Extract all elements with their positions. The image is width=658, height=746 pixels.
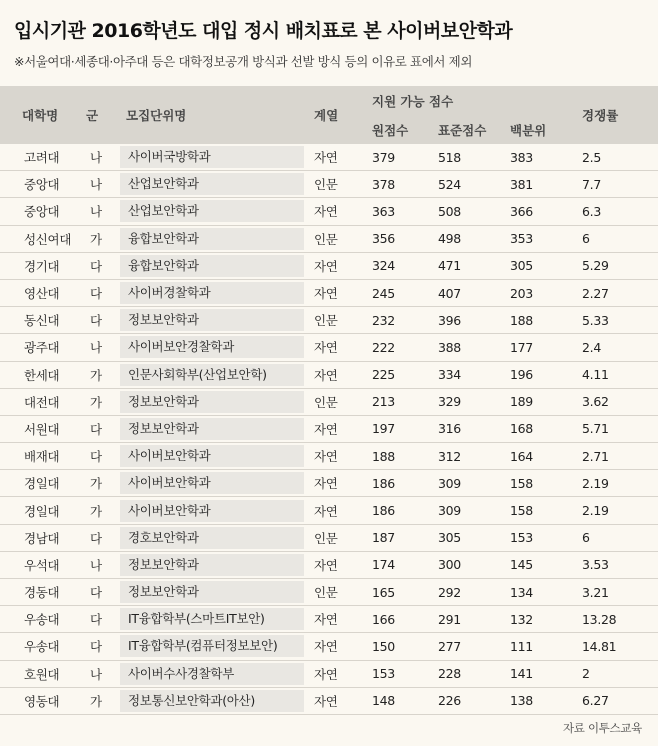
cell-standard: 226 bbox=[438, 687, 510, 714]
cell-competition: 2.71 bbox=[582, 443, 658, 470]
admission-table bbox=[0, 86, 658, 715]
cell-unit: 산업보안학과 bbox=[120, 173, 304, 195]
cell-percentile: 383 bbox=[510, 144, 582, 171]
cell-group: 나 bbox=[80, 551, 114, 578]
cell-raw: 222 bbox=[372, 334, 438, 361]
cell-standard: 471 bbox=[438, 252, 510, 279]
cell-unit: 사이버보안학과 bbox=[120, 500, 304, 522]
cell-group: 나 bbox=[80, 144, 114, 171]
cell-unit-wrap bbox=[114, 171, 310, 198]
cell-university: 경일대 bbox=[0, 470, 80, 497]
table-row bbox=[0, 470, 658, 497]
cell-standard: 508 bbox=[438, 198, 510, 225]
cell-raw: 165 bbox=[372, 579, 438, 606]
cell-competition: 2 bbox=[582, 660, 658, 687]
cell-unit: IT융합학부(스마트IT보안) bbox=[120, 608, 304, 630]
cell-group: 나 bbox=[80, 334, 114, 361]
table-row bbox=[0, 144, 658, 171]
cell-unit: 정보보안학과 bbox=[120, 554, 304, 576]
table-row bbox=[0, 633, 658, 660]
cell-group: 나 bbox=[80, 660, 114, 687]
cell-unit-wrap bbox=[114, 443, 310, 470]
cell-track: 자연 bbox=[310, 144, 372, 171]
cell-standard: 305 bbox=[438, 524, 510, 551]
cell-percentile: 158 bbox=[510, 470, 582, 497]
cell-group: 가 bbox=[80, 687, 114, 714]
cell-unit: 사이버경찰학과 bbox=[120, 282, 304, 304]
cell-track: 자연 bbox=[310, 470, 372, 497]
cell-raw: 363 bbox=[372, 198, 438, 225]
cell-percentile: 132 bbox=[510, 606, 582, 633]
cell-track: 자연 bbox=[310, 660, 372, 687]
cell-percentile: 177 bbox=[510, 334, 582, 361]
cell-unit: 산업보안학과 bbox=[120, 200, 304, 222]
cell-percentile: 134 bbox=[510, 579, 582, 606]
cell-track: 자연 bbox=[310, 198, 372, 225]
cell-standard: 407 bbox=[438, 279, 510, 306]
cell-competition: 2.19 bbox=[582, 470, 658, 497]
cell-university: 경남대 bbox=[0, 524, 80, 551]
cell-unit: 정보통신보안학과(아산) bbox=[120, 690, 304, 712]
header-percentile: 백분위 bbox=[510, 116, 582, 144]
cell-track: 인문 bbox=[310, 388, 372, 415]
cell-track: 자연 bbox=[310, 252, 372, 279]
table-row bbox=[0, 579, 658, 606]
table-row bbox=[0, 171, 658, 198]
cell-unit: 정보보안학과 bbox=[120, 309, 304, 331]
table-row bbox=[0, 361, 658, 388]
cell-unit: 사이버수사경찰학부 bbox=[120, 663, 304, 685]
cell-standard: 309 bbox=[438, 470, 510, 497]
cell-university: 성신여대 bbox=[0, 225, 80, 252]
cell-unit-wrap bbox=[114, 470, 310, 497]
cell-track: 자연 bbox=[310, 606, 372, 633]
cell-raw: 356 bbox=[372, 225, 438, 252]
cell-standard: 334 bbox=[438, 361, 510, 388]
cell-percentile: 138 bbox=[510, 687, 582, 714]
table-row bbox=[0, 687, 658, 714]
cell-competition: 2.5 bbox=[582, 144, 658, 171]
cell-standard: 228 bbox=[438, 660, 510, 687]
cell-track: 자연 bbox=[310, 687, 372, 714]
table-row bbox=[0, 252, 658, 279]
cell-track: 자연 bbox=[310, 633, 372, 660]
cell-standard: 388 bbox=[438, 334, 510, 361]
cell-raw: 225 bbox=[372, 361, 438, 388]
cell-competition: 3.21 bbox=[582, 579, 658, 606]
cell-group: 가 bbox=[80, 497, 114, 524]
cell-group: 가 bbox=[80, 225, 114, 252]
cell-standard: 518 bbox=[438, 144, 510, 171]
cell-standard: 292 bbox=[438, 579, 510, 606]
table-row bbox=[0, 279, 658, 306]
cell-standard: 316 bbox=[438, 415, 510, 442]
cell-university: 영동대 bbox=[0, 687, 80, 714]
header-competition: 경쟁률 bbox=[582, 86, 658, 144]
cell-percentile: 381 bbox=[510, 171, 582, 198]
header-group: 군 bbox=[80, 86, 114, 144]
cell-university: 경동대 bbox=[0, 579, 80, 606]
cell-group: 다 bbox=[80, 307, 114, 334]
cell-raw: 187 bbox=[372, 524, 438, 551]
cell-university: 우송대 bbox=[0, 633, 80, 660]
cell-unit-wrap bbox=[114, 388, 310, 415]
cell-unit-wrap bbox=[114, 551, 310, 578]
cell-percentile: 305 bbox=[510, 252, 582, 279]
cell-raw: 378 bbox=[372, 171, 438, 198]
header-track: 계열 bbox=[310, 86, 372, 144]
page-subtitle: ※서울여대·세종대·아주대 등은 대학정보공개 방식과 선발 방식 등의 이유로 표에서 제외 bbox=[14, 54, 473, 69]
cell-unit-wrap bbox=[114, 633, 310, 660]
table-row bbox=[0, 660, 658, 687]
cell-percentile: 145 bbox=[510, 551, 582, 578]
cell-group: 다 bbox=[80, 252, 114, 279]
header-raw: 원점수 bbox=[372, 116, 438, 144]
table-row bbox=[0, 497, 658, 524]
cell-unit: 사이버국방학과 bbox=[120, 146, 304, 168]
cell-unit-wrap bbox=[114, 687, 310, 714]
cell-competition: 2.4 bbox=[582, 334, 658, 361]
table-row bbox=[0, 415, 658, 442]
cell-group: 가 bbox=[80, 388, 114, 415]
cell-track: 자연 bbox=[310, 361, 372, 388]
cell-group: 다 bbox=[80, 524, 114, 551]
cell-percentile: 196 bbox=[510, 361, 582, 388]
cell-competition: 4.11 bbox=[582, 361, 658, 388]
cell-university: 배재대 bbox=[0, 443, 80, 470]
cell-competition: 5.33 bbox=[582, 307, 658, 334]
cell-track: 자연 bbox=[310, 334, 372, 361]
cell-unit: 사이버보안학과 bbox=[120, 445, 304, 467]
cell-percentile: 141 bbox=[510, 660, 582, 687]
cell-standard: 309 bbox=[438, 497, 510, 524]
cell-percentile: 188 bbox=[510, 307, 582, 334]
cell-competition: 3.53 bbox=[582, 551, 658, 578]
cell-unit: 경호보안학과 bbox=[120, 527, 304, 549]
cell-unit-wrap bbox=[114, 279, 310, 306]
cell-unit: 정보보안학과 bbox=[120, 418, 304, 440]
cell-track: 인문 bbox=[310, 225, 372, 252]
cell-unit-wrap bbox=[114, 252, 310, 279]
cell-raw: 153 bbox=[372, 660, 438, 687]
cell-unit: 융합보안학과 bbox=[120, 228, 304, 250]
cell-university: 광주대 bbox=[0, 334, 80, 361]
cell-standard: 291 bbox=[438, 606, 510, 633]
cell-raw: 174 bbox=[372, 551, 438, 578]
cell-group: 나 bbox=[80, 171, 114, 198]
header-score-group: 지원 가능 점수 bbox=[372, 86, 582, 116]
cell-competition: 13.28 bbox=[582, 606, 658, 633]
cell-group: 나 bbox=[80, 198, 114, 225]
cell-university: 중앙대 bbox=[0, 198, 80, 225]
cell-competition: 7.7 bbox=[582, 171, 658, 198]
cell-group: 다 bbox=[80, 579, 114, 606]
cell-competition: 6 bbox=[582, 524, 658, 551]
cell-competition: 6.27 bbox=[582, 687, 658, 714]
page-title: 입시기관 2016학년도 대입 정시 배치표로 본 사이버보안학과 bbox=[14, 20, 513, 42]
cell-university: 서원대 bbox=[0, 415, 80, 442]
cell-percentile: 158 bbox=[510, 497, 582, 524]
cell-track: 인문 bbox=[310, 579, 372, 606]
cell-percentile: 366 bbox=[510, 198, 582, 225]
cell-unit: 정보보안학과 bbox=[120, 581, 304, 603]
cell-raw: 150 bbox=[372, 633, 438, 660]
cell-university: 경일대 bbox=[0, 497, 80, 524]
cell-unit-wrap bbox=[114, 606, 310, 633]
cell-standard: 524 bbox=[438, 171, 510, 198]
cell-competition: 6.3 bbox=[582, 198, 658, 225]
cell-university: 중앙대 bbox=[0, 171, 80, 198]
cell-university: 대전대 bbox=[0, 388, 80, 415]
source-credit: 자료 이투스교육 bbox=[562, 721, 642, 735]
cell-unit: 정보보안학과 bbox=[120, 391, 304, 413]
table-row bbox=[0, 443, 658, 470]
cell-percentile: 168 bbox=[510, 415, 582, 442]
cell-standard: 277 bbox=[438, 633, 510, 660]
cell-track: 자연 bbox=[310, 443, 372, 470]
cell-group: 다 bbox=[80, 415, 114, 442]
cell-competition: 14.81 bbox=[582, 633, 658, 660]
cell-unit: 인문사회학부(산업보안학) bbox=[120, 364, 304, 386]
cell-unit-wrap bbox=[114, 361, 310, 388]
cell-raw: 232 bbox=[372, 307, 438, 334]
cell-standard: 396 bbox=[438, 307, 510, 334]
cell-track: 자연 bbox=[310, 279, 372, 306]
cell-percentile: 353 bbox=[510, 225, 582, 252]
cell-unit-wrap bbox=[114, 660, 310, 687]
cell-raw: 197 bbox=[372, 415, 438, 442]
cell-percentile: 111 bbox=[510, 633, 582, 660]
cell-raw: 166 bbox=[372, 606, 438, 633]
cell-track: 자연 bbox=[310, 551, 372, 578]
cell-competition: 5.29 bbox=[582, 252, 658, 279]
table-row bbox=[0, 198, 658, 225]
cell-unit-wrap bbox=[114, 579, 310, 606]
cell-track: 인문 bbox=[310, 171, 372, 198]
cell-competition: 3.62 bbox=[582, 388, 658, 415]
cell-university: 호원대 bbox=[0, 660, 80, 687]
cell-competition: 5.71 bbox=[582, 415, 658, 442]
cell-percentile: 203 bbox=[510, 279, 582, 306]
cell-competition: 2.19 bbox=[582, 497, 658, 524]
table-row bbox=[0, 524, 658, 551]
cell-competition: 2.27 bbox=[582, 279, 658, 306]
cell-unit-wrap bbox=[114, 524, 310, 551]
cell-raw: 148 bbox=[372, 687, 438, 714]
cell-group: 가 bbox=[80, 470, 114, 497]
cell-unit: 사이버보안학과 bbox=[120, 472, 304, 494]
cell-track: 자연 bbox=[310, 497, 372, 524]
cell-university: 우송대 bbox=[0, 606, 80, 633]
cell-raw: 379 bbox=[372, 144, 438, 171]
cell-raw: 324 bbox=[372, 252, 438, 279]
cell-track: 인문 bbox=[310, 307, 372, 334]
cell-standard: 312 bbox=[438, 443, 510, 470]
cell-group: 가 bbox=[80, 361, 114, 388]
table-row bbox=[0, 388, 658, 415]
cell-university: 경기대 bbox=[0, 252, 80, 279]
header-unit: 모집단위명 bbox=[114, 86, 310, 144]
cell-track: 인문 bbox=[310, 524, 372, 551]
cell-raw: 245 bbox=[372, 279, 438, 306]
cell-unit-wrap bbox=[114, 334, 310, 361]
table-row bbox=[0, 551, 658, 578]
cell-unit-wrap bbox=[114, 415, 310, 442]
cell-raw: 186 bbox=[372, 497, 438, 524]
cell-raw: 213 bbox=[372, 388, 438, 415]
table-row bbox=[0, 225, 658, 252]
cell-unit-wrap bbox=[114, 497, 310, 524]
cell-unit-wrap bbox=[114, 144, 310, 171]
cell-university: 영산대 bbox=[0, 279, 80, 306]
cell-competition: 6 bbox=[582, 225, 658, 252]
table-body bbox=[0, 144, 658, 714]
cell-unit-wrap bbox=[114, 225, 310, 252]
cell-university: 한세대 bbox=[0, 361, 80, 388]
cell-unit: 사이버보안경찰학과 bbox=[120, 336, 304, 358]
cell-unit: 융합보안학과 bbox=[120, 255, 304, 277]
cell-percentile: 164 bbox=[510, 443, 582, 470]
cell-unit-wrap bbox=[114, 307, 310, 334]
cell-university: 동신대 bbox=[0, 307, 80, 334]
table-row bbox=[0, 307, 658, 334]
cell-unit-wrap bbox=[114, 198, 310, 225]
cell-standard: 300 bbox=[438, 551, 510, 578]
cell-standard: 498 bbox=[438, 225, 510, 252]
header-university: 대학명 bbox=[0, 86, 80, 144]
cell-unit: IT융합학부(컴퓨터정보보안) bbox=[120, 635, 304, 657]
cell-university: 고려대 bbox=[0, 144, 80, 171]
cell-percentile: 189 bbox=[510, 388, 582, 415]
cell-group: 다 bbox=[80, 633, 114, 660]
cell-standard: 329 bbox=[438, 388, 510, 415]
cell-group: 다 bbox=[80, 606, 114, 633]
table-row bbox=[0, 606, 658, 633]
cell-percentile: 153 bbox=[510, 524, 582, 551]
header-standard: 표준점수 bbox=[438, 116, 510, 144]
cell-university: 우석대 bbox=[0, 551, 80, 578]
table-row bbox=[0, 334, 658, 361]
cell-group: 다 bbox=[80, 279, 114, 306]
cell-track: 자연 bbox=[310, 415, 372, 442]
cell-group: 다 bbox=[80, 443, 114, 470]
cell-raw: 188 bbox=[372, 443, 438, 470]
cell-raw: 186 bbox=[372, 470, 438, 497]
